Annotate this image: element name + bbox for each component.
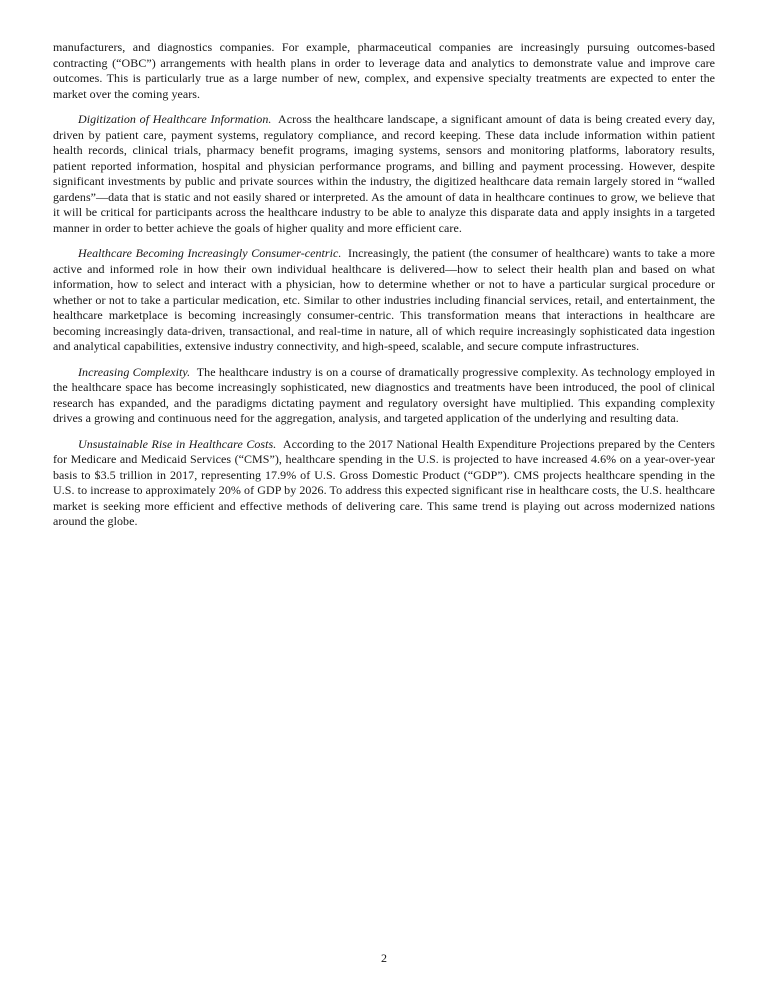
document-body [53, 40, 715, 540]
paragraph-text: Increasingly, the patient (the consumer of healthcare) wants to take a more active and informed role in how their own individual healthcare is delivered—how to select their health plan and based on what information, how to select and interact with a physician, how to determine whether or not to have a particular surgical procedure or whether or not to take a particular medication, etc. Similar to other industries including financial services, retail, and entertainment, the healthcare marketplace is becoming increasingly consumer-centric. This transformation means that interactions in healthcare are becoming increasingly data-driven, transactional, and real-time in nature, all of which require increasingly sophisticated data ingestion and analytical capabilities, extensive industry connectivity, and high-speed, scalable, and secure compute infrastructures. [53, 246, 715, 353]
paragraph [53, 246, 715, 355]
paragraph-lead: Unsustainable Rise in Healthcare Costs. [78, 436, 277, 451]
paragraph [53, 112, 715, 236]
paragraph-lead: Healthcare Becoming Increasingly Consumer-centric. [78, 246, 342, 260]
paragraph [53, 365, 715, 427]
paragraph-text: Across the healthcare landscape, a significant amount of data is being created every day, driven by patient care, payment systems, regulatory compliance, and record keeping. These data include information within patient health records, clinical trials, pharmacy benefit programs, imaging systems, sensors and monitoring platforms, laboratory results, patient reported information, hospital and physician performance programs, and billing and payment processing. However, despite significant investments by public and private sources within the industry, the digitized healthcare data remain largely stored in “walled gardens”—data that is static and not easily shared or interpreted. As the amount of data in healthcare continues to grow, we believe that it will be critical for participants across the healthcare industry to be able to analyze this disparate data and apply insights in a targeted manner in order to better achieve the goals of higher quality and more efficient care. [53, 112, 715, 235]
paragraph-text: According to the 2017 National Health Expenditure Projections prepared by the Centers for Medicare and Medicaid Services (“CMS”), healthcare spending in the U.S. is projected to have increased 4.6% on a year-over-year basis to $3.5 trillion in 2017, representing 17.9% of U.S. Gross Domestic Product (“GDP”). CMS projects healthcare spending in the U.S. to increase to approximately 20% of GDP by 2026. To address this expected significant rise in healthcare costs, the U.S. healthcare market is seeking more efficient and effective methods of delivering care. This same trend is playing out across modernized nations around the globe. [53, 436, 715, 528]
paragraph-lead: Digitization of Healthcare Information. [78, 112, 272, 126]
paragraph [53, 437, 715, 530]
paragraph [53, 40, 715, 102]
paragraph-lead: Increasing Complexity. [78, 364, 191, 379]
paragraph-text: manufacturers, and diagnostics companies. For example, pharmaceutical companies are increasingly pursuing outcomes-based contracting (“OBC”) arrangements with health plans in order to leverage data and analytics to demonstrate value and improve care outcomes. This is particularly true as a large number of new, complex, and expensive specialty treatments are expected to enter the market over the coming years. [53, 40, 715, 101]
page-number: 2 [381, 951, 387, 965]
paragraph-text: The healthcare industry is on a course of dramatically progressive complexity. As technology employed in the healthcare space has become increasingly sophisticated, new diagnostics and treatments have been introduced, the pool of clinical research has expanded, and the paradigms dictating payment and regulatory oversight have multiplied. This expanding complexity drives a growing and continuous need for the aggregation, analysis, and targeted application of the underlying and resulting data. [53, 364, 716, 425]
